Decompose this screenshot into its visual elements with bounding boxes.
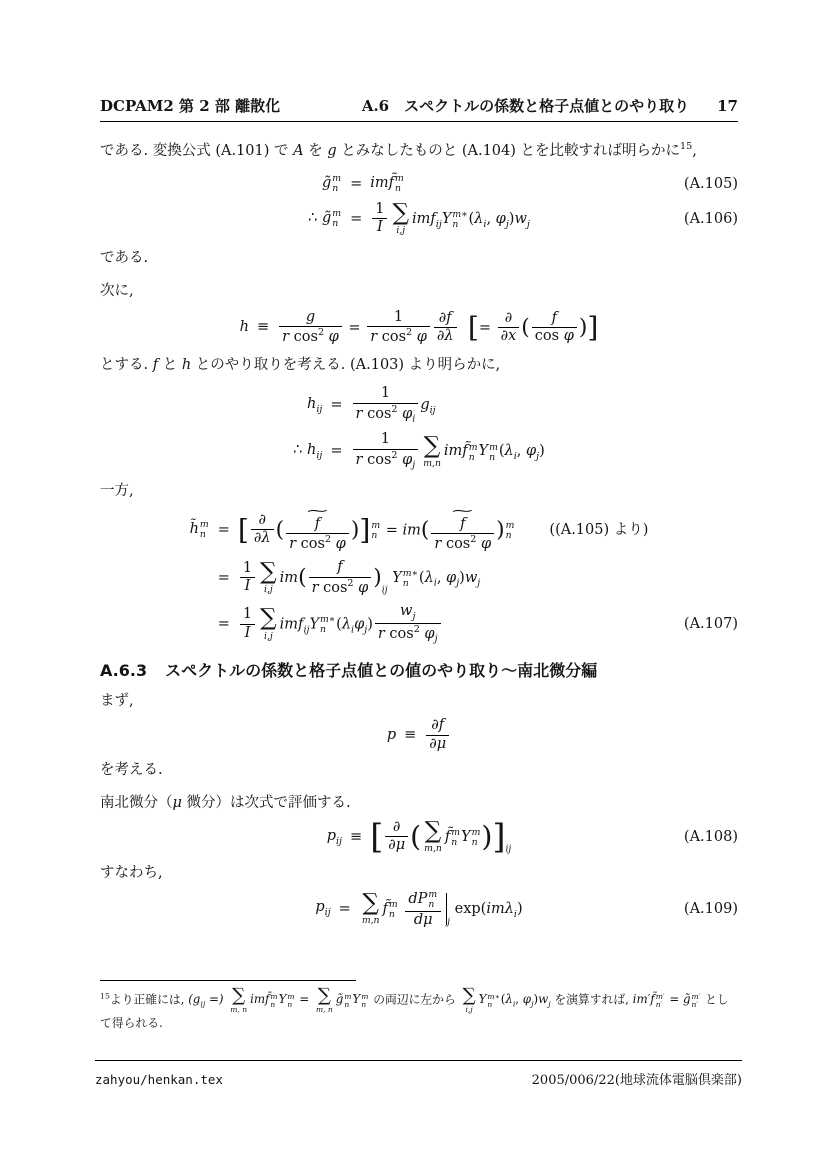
- eq-a109-rhs: ∑ m,n f̃ m n dP m n dμ $_j$ exp(imλ$_i$): [361, 888, 523, 928]
- eq-a106-lhs: ∴ g̃ m n: [308, 207, 342, 229]
- paragraph-tosuru: とする. f と h とのやり取りを考える. (A.103) より明らかに,: [100, 357, 501, 374]
- eq-ht1-lhs: h̃ m n: [189, 518, 209, 540]
- equation-h-definition: [100, 310, 738, 346]
- footnote-rule: [100, 980, 356, 981]
- page-header: [100, 95, 738, 116]
- header-rule: [100, 121, 738, 122]
- eq-a109-relation: =: [338, 900, 351, 917]
- header-section-title: A.6 スペクトルの係数と格子点値とのやり取り: [361, 97, 690, 115]
- footnote-15: $^{15}$より正確には, ($g_{ij}$ =) ∑ m, n imf̃ m n Y m n = ∑ m, n g̃ m n Y m n の両辺に左から ∑ i,j Y m∗ n ($\lambda_i$, $\varphi_j)w_j$ を演算すれば, im′f̃ m′ n′ = g̃ m′ n′ として得られる.: [100, 985, 729, 1030]
- eq-hij1-rhs: $\frac{1}{r \cos^2 \varphi_i}$ $g_{ij}$: [351, 386, 436, 424]
- equation-group-a105-a106: [100, 174, 738, 236]
- eq-a106-relation: =: [350, 210, 363, 227]
- section-number: A.6.3: [100, 660, 148, 680]
- eq-ht2-relation: =: [217, 569, 230, 586]
- footer-rule: [95, 1060, 742, 1061]
- equation-group-a107: [100, 503, 738, 645]
- eq-a106-rhs: $\frac{1}{I}$ ∑ i,j imf$_{ij}$Y m∗ n ($\lambda_i$, $\varphi_j)w_j$: [370, 202, 530, 236]
- eq-number-a108: (A.108): [683, 829, 738, 846]
- eq-number-a109: (A.109): [683, 900, 738, 917]
- paragraph-mazu: まず,: [100, 693, 134, 710]
- eq-p-lhs: p: [386, 727, 397, 744]
- eq-a108-relation: ≡: [350, 829, 363, 846]
- paragraph-intro: である. 変換公式 (A.101) で A を g とみなしたものと (A.104) とを比較すれば明らかに$^{15}$,: [100, 141, 697, 159]
- eq-ht3-relation: =: [217, 616, 230, 633]
- eq-a108-lhs: $p_{ij}$: [326, 827, 343, 847]
- paragraph-ippou: 一方,: [100, 482, 134, 499]
- eq-h-lhs: h: [239, 319, 249, 336]
- footer-date-credit: 2005/006/22(地球流体電脳倶楽部): [531, 1073, 742, 1088]
- eq-number-a106: (A.106): [683, 210, 738, 227]
- equation-a108: [100, 816, 738, 856]
- eq-ht2-rhs: $\frac{1}{I}$ ∑ i,j im( $\frac{f}{r \cos^2 \varphi}$ )$_{ij}$ Y m∗ n ($\lambda_i$, $\varphi_j)w_j$: [238, 560, 480, 596]
- paragraph-dearu: である.: [100, 249, 149, 266]
- section-heading-a63: [100, 661, 738, 682]
- eq-hij2-rhs: $\frac{1}{r \cos^2 \varphi_j}$ ∑ m,n imf̃ m n Y m n ($\lambda_i$, $\varphi_j$): [351, 432, 545, 470]
- header-right-group: [362, 95, 738, 116]
- paragraph-nanboku: 南北微分（μ 微分）は次式で評価する.: [100, 795, 351, 812]
- footnote-area: [100, 980, 738, 1032]
- eq-ht1-relation: =: [217, 521, 230, 538]
- eq-hij2-relation: =: [330, 443, 343, 460]
- eq-ht1-rhs: [ ∂ ∂λ ( ∼ $\frac{f}{r \cos^2 \varphi}$ )] m n = im( ∼ $\frac{f}{r \cos^2 \varphi}$ ) m n ((A.105) より): [237, 503, 649, 552]
- paragraph-kangaeru: を考える.: [100, 762, 163, 779]
- section-title: スペクトルの係数と格子点値との値のやり取り〜南北微分編: [165, 660, 598, 680]
- eq-hij1-relation: =: [330, 397, 343, 414]
- eq-h-rhs: $\frac{g}{r \cos^2 \varphi}$ = $\frac{1}{r \cos^2 \varphi}$ $\frac{\partial f}{\partial\lambda}$ [= ∂ ∂x ( $\frac{f}{\text{cos φ}}$ )]: [277, 310, 598, 346]
- equation-group-hij: [100, 386, 738, 470]
- eq-ht3-rhs: $\frac{1}{I}$ ∑ i,j imf$_{ij}$Y m∗ n $(\lambda_i\varphi_j)$ $\frac{w_j}{r \cos^2 \varphi_j}$: [238, 604, 443, 645]
- page-footer: [95, 1060, 742, 1088]
- equation-a109: [100, 890, 738, 928]
- header-page-number: 17: [717, 97, 738, 115]
- eq-h-relation: ≡: [256, 319, 270, 336]
- eq-a108-rhs: [ ∂ ∂μ ( ∑ m,n f̃ m n Y m n )]$_{ij}$: [370, 816, 512, 856]
- footer-file-path: zahyou/henkan.tex: [95, 1072, 223, 1087]
- eq-a109-lhs: $p_{ij}$: [315, 899, 331, 919]
- eq-p-rhs: $\frac{\partial f}{\partial\mu}$: [424, 718, 451, 752]
- eq-number-a105: (A.105): [683, 175, 738, 192]
- eq-a105-rhs: imf̃ m n: [370, 172, 404, 194]
- paragraph-tsugini: 次に,: [100, 282, 134, 299]
- eq-hij2-lhs: ∴ $h_{ij}$: [293, 442, 323, 461]
- eq-hij1-lhs: $h_{ij}$: [307, 395, 323, 415]
- eq-p-relation: ≡: [404, 727, 417, 744]
- header-document-title: DCPAM2 第 2 部 離散化: [100, 97, 281, 115]
- footer-row: [95, 1069, 742, 1088]
- eq-number-a107: (A.107): [683, 616, 738, 633]
- eq-a105-relation: =: [350, 175, 363, 192]
- eq-a105-lhs: g̃ m n: [321, 172, 342, 194]
- paragraph-sunawachi: すなわち,: [100, 864, 163, 881]
- equation-p-definition: [100, 718, 738, 752]
